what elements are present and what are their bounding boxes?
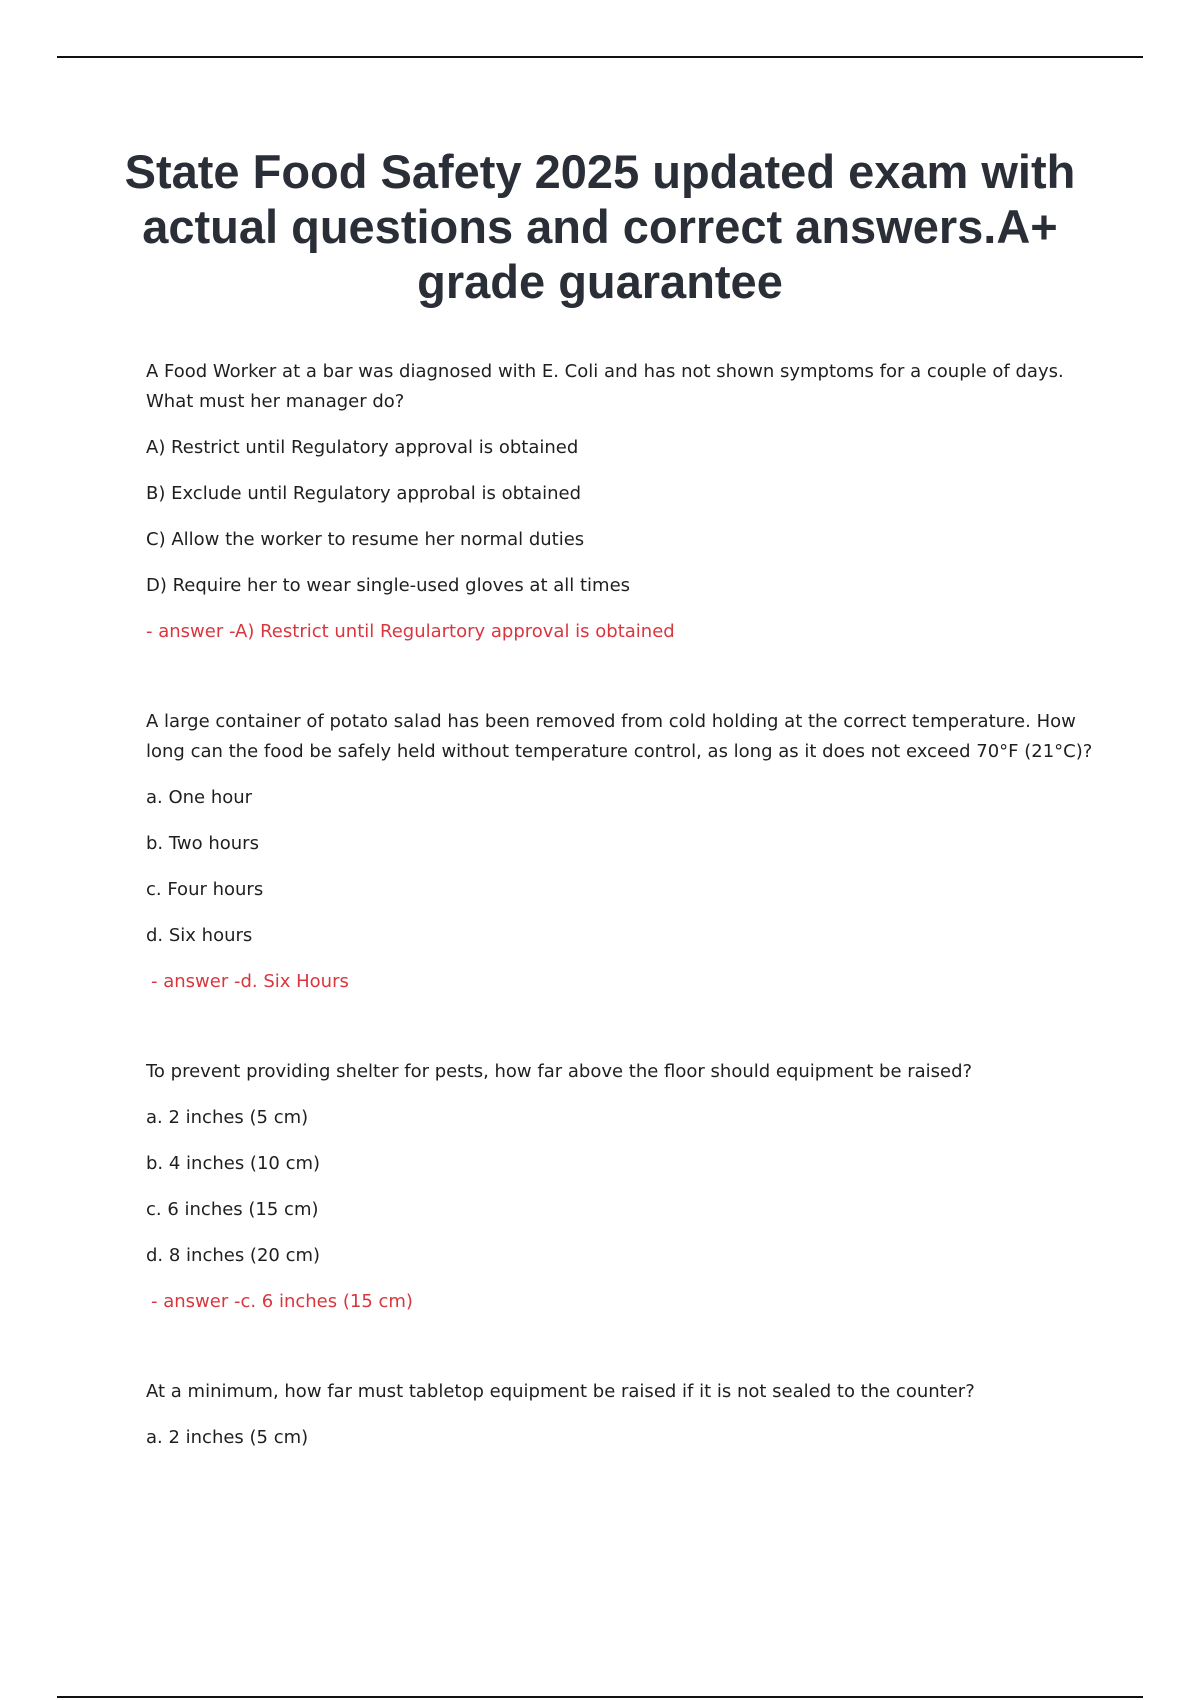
answer-option: d. 8 inches (20 cm) [146, 1245, 321, 1266]
correct-answer: - answer -A) Restrict until Regulartory approval is obtained [146, 621, 675, 642]
question-text: A Food Worker at a bar was diagnosed with E. Coli and has not shown symptoms for a couple of days. What must her manager do? [146, 361, 1064, 412]
bottom-divider [57, 1696, 1143, 1698]
page-title: State Food Safety 2025 updated exam with actual questions and correct answers.A+ grade guarantee [124, 145, 1076, 308]
answer-option: C) Allow the worker to resume her normal duties [146, 529, 585, 550]
answer-option: d. Six hours [146, 925, 253, 946]
answer-option: a. 2 inches (5 cm) [146, 1427, 309, 1448]
question-block [146, 357, 1096, 647]
top-divider [57, 56, 1143, 58]
answer-option: A) Restrict until Regulatory approval is obtained [146, 437, 579, 458]
answer-option: B) Exclude until Regulatory approbal is obtained [146, 483, 582, 504]
answer-option: c. Four hours [146, 879, 264, 900]
answer-option: c. 6 inches (15 cm) [146, 1199, 319, 1220]
answer-option: a. 2 inches (5 cm) [146, 1107, 309, 1128]
answer-option: a. One hour [146, 787, 253, 808]
question-text: To prevent providing shelter for pests, how far above the floor should equipment be raised? [146, 1061, 973, 1082]
correct-answer: - answer -d. Six Hours [151, 971, 349, 992]
question-block [146, 707, 1096, 997]
question-text: At a minimum, how far must tabletop equipment be raised if it is not sealed to the counter? [146, 1381, 975, 1402]
answer-option: b. Two hours [146, 833, 259, 854]
question-block [146, 1057, 1096, 1317]
answer-option: b. 4 inches (10 cm) [146, 1153, 321, 1174]
document-body [146, 357, 1096, 1469]
question-block [146, 1377, 1096, 1453]
correct-answer: - answer -c. 6 inches (15 cm) [151, 1291, 413, 1312]
answer-option: D) Require her to wear single-used gloves at all times [146, 575, 631, 596]
question-text: A large container of potato salad has been removed from cold holding at the correct temperature. How long can the food be safely held without temperature control, as long as it does not exceed 70°F (21°C)? [146, 711, 1093, 762]
